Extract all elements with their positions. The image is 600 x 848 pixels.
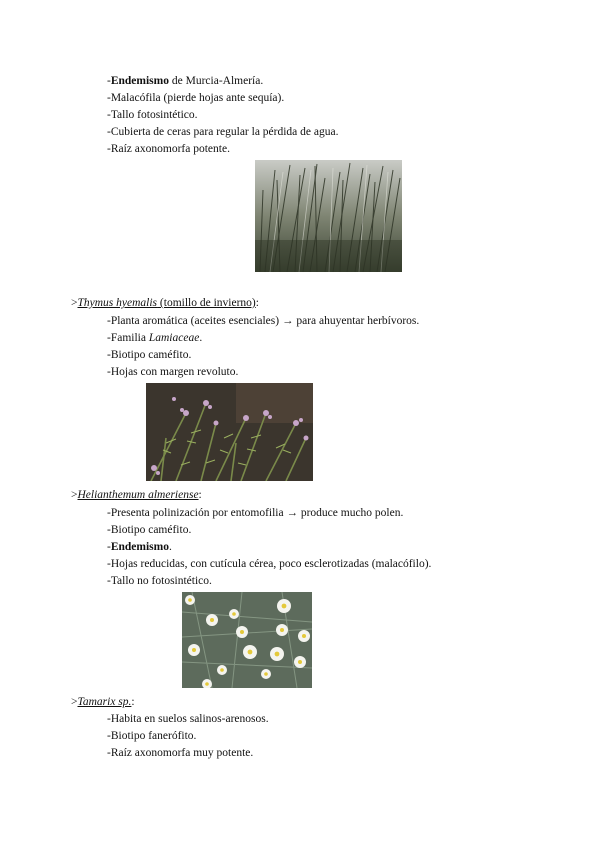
bullet-planta-aromatica: -Planta aromática (aceites esenciales) → para ahuyentar herbívoros.	[107, 315, 420, 327]
heading-helianthemum-almeriense: >Helianthemum almeriense:	[71, 489, 202, 501]
bullet-endemismo-murcia: -Endemismo de Murcia-Almería.	[107, 75, 264, 87]
bullet-biotipo-fanerofito: -Biotipo fanerófito.	[107, 730, 197, 742]
bullet-biotipo-camefito-2: -Biotipo caméfito.	[107, 524, 192, 536]
bullet-habita-suelos: -Habita en suelos salinos-arenosos.	[107, 713, 269, 725]
bullet-polinizacion-entomofilia: -Presenta polinización por entomofilia → produce mucho polen.	[107, 507, 404, 519]
thyme-photo	[146, 383, 313, 481]
bullet-malacofila: -Malacófila (pierde hojas ante sequía).	[107, 92, 285, 104]
bullet-cubierta-ceras: -Cubierta de ceras para regular la pérdida de agua.	[107, 126, 339, 138]
heading-thymus-hyemalis: >Thymus hyemalis (tomillo de invierno):	[71, 297, 259, 309]
bullet-tallo-no-fotosintetico: -Tallo no fotosintético.	[107, 575, 212, 587]
bullet-hojas-margen-revoluto: -Hojas con margen revoluto.	[107, 366, 239, 378]
bullet-tallo-fotosintetico: -Tallo fotosintético.	[107, 109, 198, 121]
bullet-biotipo-camefito: -Biotipo caméfito.	[107, 349, 192, 361]
bullet-familia-lamiaceae: -Familia Lamiaceae.	[107, 332, 203, 344]
white-flowers-photo	[182, 592, 312, 688]
shrub-photo	[255, 160, 402, 272]
bullet-hojas-reducidas: -Hojas reducidas, con cutícula cérea, poco esclerotizadas (malacófilo).	[107, 558, 432, 570]
bullet-raiz-muy-potente: -Raíz axonomorfa muy potente.	[107, 747, 254, 759]
heading-tamarix: >Tamarix sp.:	[71, 696, 135, 708]
bullet-raiz-axonomorfa: -Raíz axonomorfa potente.	[107, 143, 230, 155]
bullet-endemismo: -Endemismo.	[107, 541, 172, 553]
